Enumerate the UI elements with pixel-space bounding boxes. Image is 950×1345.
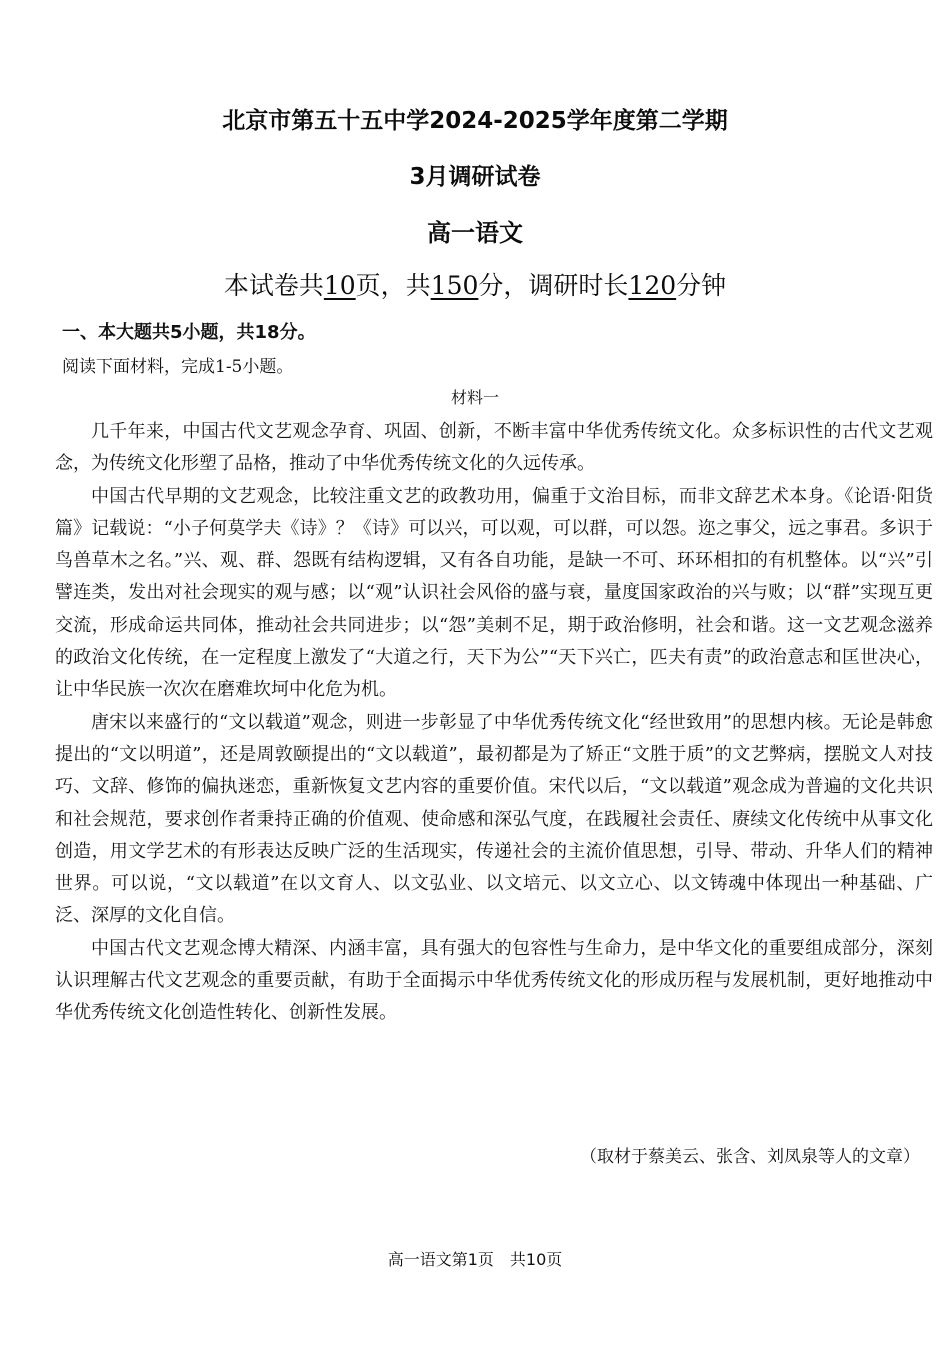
- exam-title: 3月调研试卷: [409, 164, 541, 190]
- info-pages: 10: [323, 271, 356, 300]
- page-footer: 高一语文第1页 共10页: [387, 1250, 563, 1269]
- info-prefix: 本试卷共: [223, 271, 324, 300]
- info-duration: 120: [628, 271, 677, 300]
- info-mid1: 页，共: [355, 271, 431, 300]
- paragraph-4: 中国古代文艺观念博大精深、内涵丰富，具有强大的包容性与生命力，是中华文化的重要组成部分，深刻认识理解古代文艺观念的重要贡献，有助于全面揭示中华优秀传统文化的形成历程与发展机制，更好地推动中华优秀传统文化创造性转化、创新性发展。: [55, 937, 933, 1024]
- section-instruction: 阅读下面材料，完成1-5小题。: [62, 357, 294, 377]
- paragraph-1: 几千年来，中国古代文艺观念孕育、巩固、创新，不断丰富中华优秀传统文化。众多标识性的古代文艺观念，为传统文化形塑了品格，推动了中华优秀传统文化的久远传承。: [55, 421, 933, 475]
- material-title: 材料一: [450, 388, 499, 407]
- material-body: [55, 416, 933, 1030]
- school-title: 北京市第五十五中学2024-2025学年度第二学期: [222, 108, 728, 134]
- subject-title: 高一语文: [427, 219, 523, 247]
- section-heading: 一、本大题共5小题，共18分。: [62, 322, 316, 343]
- info-score: 150: [430, 271, 479, 300]
- paragraph-3: 唐宋以来盛行的“文以载道”观念，则进一步彰显了中华优秀传统文化“经世致用”的思想内核。无论是韩愈提出的“文以明道”，还是周敦颐提出的“文以载道”，最初都是为了矫正“文胜于质”的文艺弊病，摆脱文人对技巧、文辞、修饰的偏执迷恋，重新恢复文艺内容的重要价值。宋代以后，“文以载道”观念成为普遍的文化共识和社会规范，要求创作者秉持正确的价值观、使命感和深弘气度，在践履社会责任、赓续文化传统中从事文化创造，用文学艺术的有形表达反映广泛的生活现实，传递社会的主流价值思想，引导、带动、升华人们的精神世界。可以说，“文以载道”在以文育人、以文弘业、以文培元、以文立心、以文铸魂中体现出一种基础、广泛、深厚的文化自信。: [55, 711, 933, 927]
- material-source: （取材于蔡美云、张含、刘凤泉等人的文章）: [580, 1147, 920, 1167]
- info-suffix: 分钟: [676, 271, 727, 300]
- info-mid2: 分，调研时长: [478, 271, 629, 300]
- exam-info-line: [0, 266, 950, 302]
- paragraph-2: 中国古代早期的文艺观念，比较注重文艺的政教功用，偏重于文治目标，而非文辞艺术本身。《论语·阳货篇》记载说：“小子何莫学夫《诗》？《诗》可以兴，可以观，可以群，可以怨。迩之事父，远之事君。多识于鸟兽草木之名。”兴、观、群、怨既有结构逻辑，又有各自功能，是缺一不可、环环相扣的有机整体。以“兴”引譬连类，发出对社会现实的观与感；以“观”认识社会风俗的盛与衰，量度国家政治的兴与败；以“群”实现互更交流，形成命运共同体，推动社会共同进步；以“怨”美刺不足，期于政治修明，社会和谐。这一文艺观念滋养的政治文化传统，在一定程度上激发了“大道之行，天下为公”“天下兴亡，匹夫有责”的政治意志和匡世决心，让中华民族一次次在磨难坎坷中化危为机。: [55, 485, 933, 701]
